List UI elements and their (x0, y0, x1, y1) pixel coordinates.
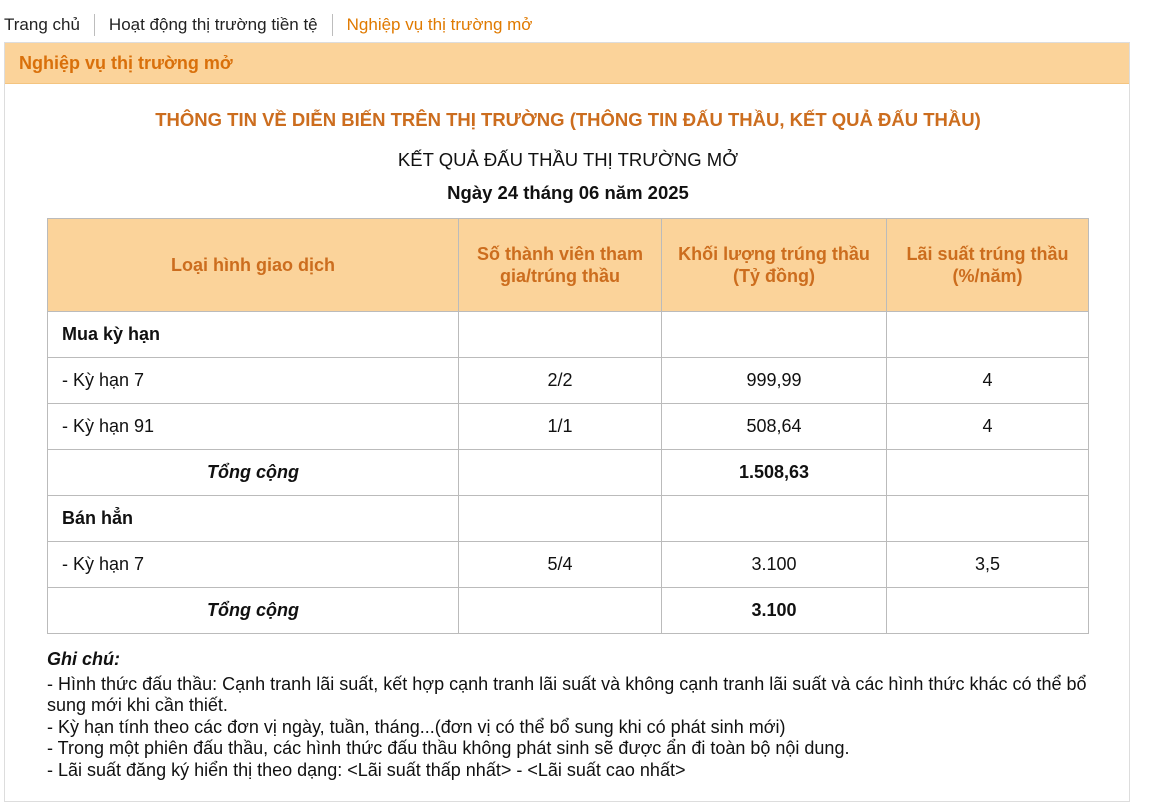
breadcrumb-home-link[interactable]: Trang chủ (4, 15, 80, 34)
row-label: - Kỳ hạn 7 (48, 358, 459, 404)
column-header-rate: Lãi suất trúng thầu (%/năm) (887, 219, 1089, 312)
table-row-total (48, 450, 1089, 496)
table-row-group (48, 496, 1089, 542)
row-label: Tổng cộng (48, 588, 459, 634)
row-label: Mua kỳ hạn (48, 312, 459, 358)
rate-cell (887, 312, 1089, 358)
column-header-volume: Khối lượng trúng thầu (Tỷ đồng) (662, 219, 887, 312)
volume-cell (662, 496, 887, 542)
panel-header: Nghiệp vụ thị trường mở (5, 43, 1129, 84)
report-heading: THÔNG TIN VỀ DIỄN BIẾN TRÊN THỊ TRƯỜNG (THÔNG TIN ĐẤU THẦU, KẾT QUẢ ĐẤU THẦU) (155, 109, 981, 130)
rate-cell: 4 (887, 358, 1089, 404)
table-row (48, 542, 1089, 588)
column-header-members: Số thành viên tham gia/trúng thầu (459, 219, 662, 312)
members-cell (459, 496, 662, 542)
rate-cell (887, 450, 1089, 496)
breadcrumb-current-link[interactable]: Nghiệp vụ thị trường mở (346, 15, 533, 34)
note-line: - Hình thức đấu thầu: Cạnh tranh lãi suất, kết hợp cạnh tranh lãi suất và không cạnh tranh lãi suất và các hình thức khác có thể bổ sung mới khi cần thiết. (47, 673, 1087, 715)
report-subheading: KẾT QUẢ ĐẤU THẦU THỊ TRƯỜNG MỞ (397, 149, 739, 170)
content-panel (4, 42, 1130, 802)
breadcrumb-section-link[interactable]: Hoạt động thị trường tiền tệ (108, 15, 318, 34)
breadcrumb (4, 12, 546, 38)
members-cell: 1/1 (459, 404, 662, 450)
notes-section (47, 649, 1107, 781)
table-row (48, 404, 1089, 450)
table-row-total (48, 588, 1089, 634)
rate-cell: 3,5 (887, 542, 1089, 588)
members-cell (459, 450, 662, 496)
volume-cell: 999,99 (662, 358, 887, 404)
volume-cell: 3.100 (662, 542, 887, 588)
column-header-transaction-type: Loại hình giao dịch (48, 219, 459, 312)
row-label: - Kỳ hạn 91 (48, 404, 459, 450)
table-row-group (48, 312, 1089, 358)
rate-cell (887, 588, 1089, 634)
rate-cell: 4 (887, 404, 1089, 450)
notes-title: Ghi chú: (47, 649, 120, 669)
volume-cell: 508,64 (662, 404, 887, 450)
volume-cell: 1.508,63 (662, 450, 887, 496)
table-row (48, 358, 1089, 404)
volume-cell (662, 312, 887, 358)
volume-cell: 3.100 (662, 588, 887, 634)
rate-cell (887, 496, 1089, 542)
note-line: - Kỳ hạn tính theo các đơn vị ngày, tuần, tháng...(đơn vị có thể bổ sung khi có phát sinh mới) (47, 716, 786, 737)
row-label: Bán hẳn (48, 496, 459, 542)
members-cell: 5/4 (459, 542, 662, 588)
note-line: - Trong một phiên đấu thầu, các hình thức đấu thầu không phát sinh sẽ được ẩn đi toàn bộ nội dung. (47, 738, 850, 758)
report-date: Ngày 24 tháng 06 năm 2025 (447, 182, 689, 203)
results-table (47, 218, 1089, 634)
table-header-row (48, 219, 1089, 312)
members-cell: 2/2 (459, 358, 662, 404)
note-line: - Lãi suất đăng ký hiển thị theo dạng: <Lãi suất thấp nhất> - <Lãi suất cao nhất> (47, 759, 686, 780)
members-cell (459, 588, 662, 634)
members-cell (459, 312, 662, 358)
row-label: Tổng cộng (48, 450, 459, 496)
row-label: - Kỳ hạn 7 (48, 542, 459, 588)
